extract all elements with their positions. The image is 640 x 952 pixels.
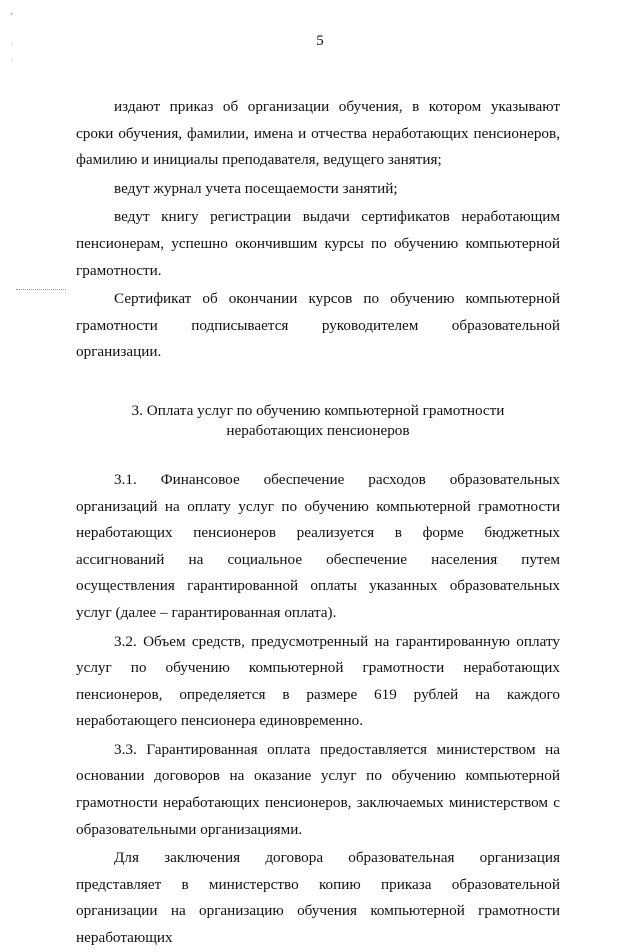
- paragraph: ведут книгу регистрации выдачи сертификатов неработающим пенсионерам, успешно окончившим курсы по обучению компьютерной грамотности.: [76, 208, 560, 279]
- paragraph: Для заключения договора образовательная организация представляет в министерство копию приказа образовательной организации на организацию обучения компьютерной грамотности неработающих: [76, 849, 560, 947]
- section-heading-line: неработающих пенсионеров: [226, 421, 410, 439]
- paragraph: издают приказ об организации обучения, в котором указывают сроки обучения, фамилии, имена и отчества неработающих пенсионеров, фамилию и инициалы преподавателя, ведущего занятия;: [76, 98, 560, 169]
- margin-dotted-line: [16, 289, 66, 290]
- scan-edge-mark: ·: [10, 55, 13, 65]
- paragraph: Сертификат об окончании курсов по обучению компьютерной грамотности подписывается руководителем образовательной организации.: [76, 290, 560, 361]
- scan-edge-mark: •: [10, 9, 14, 19]
- page-number: 5: [316, 33, 324, 49]
- paragraph: 3.2. Объем средств, предусмотренный на гарантированную оплату услуг по обучению компьютерной грамотности неработающих пенсионеров, определяется в размере 619 рублей на каждого неработающего пенсионера единовременно.: [76, 632, 560, 730]
- section-heading-line: 3. Оплата услуг по обучению компьютерной грамотности: [131, 401, 505, 419]
- section-heading: [76, 401, 560, 441]
- paragraph: ведут журнал учета посещаемости занятий;: [114, 179, 398, 197]
- document-body: [76, 94, 560, 952]
- scan-edge-mark: ·: [10, 39, 13, 49]
- paragraph: 3.3. Гарантированная оплата предоставляется министерством на основании договоров на оказание услуг по обучению компьютерной грамотности неработающих пенсионеров, заключаемых министерством с образовательными организациями.: [76, 740, 560, 838]
- paragraph: 3.1. Финансовое обеспечение расходов образовательных организаций на оплату услуг по обучению компьютерной грамотности неработающих пенсионеров реализуется в форме бюджетных ассигнований на социальное обеспечение населения путем осуществления гарантированной оплаты указанных образовательных услуг (далее – гарантированная оплата).: [76, 470, 560, 621]
